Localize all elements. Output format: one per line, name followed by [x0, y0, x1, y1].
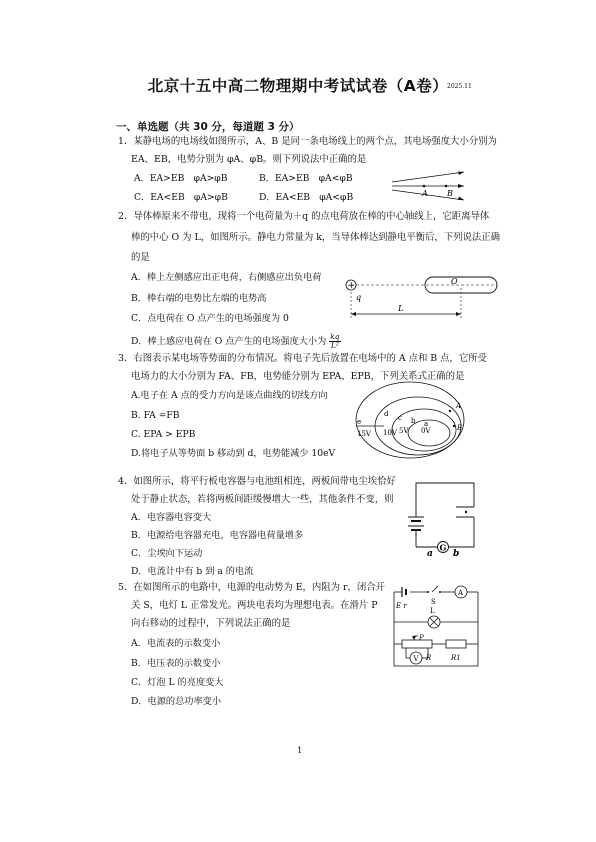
q2-fraction-denominator: L²: [330, 341, 339, 350]
q3-label-b: b: [411, 417, 416, 425]
q3-label-e: e: [357, 418, 362, 426]
q1-stem-line2: EA、EB，电势分别为 φA、φB。则下列说法中正确的是: [131, 154, 367, 165]
q4-capacitor-figure: [400, 477, 480, 561]
q1-option-a: A．EA>EB φA>φB: [134, 173, 228, 184]
q2-fraction-numerator: kq: [330, 332, 340, 341]
q3-option-a: A.电子在 A 点的受力方向是该点曲线的切线方向: [131, 390, 328, 401]
q1-label-b: B: [447, 189, 453, 198]
q3-label-pt-b: B: [457, 424, 463, 432]
q2-option-c: C．点电荷在 O 点产生的电场强度为 0: [131, 313, 289, 324]
q2-option-d: [131, 333, 341, 350]
q5-option-a: A．电流表的示数变小: [131, 638, 221, 649]
q2-option-d-text: D．棒上感应电荷在 O 点产生的电场强度大小为: [131, 336, 327, 347]
q1-option-c: C．EA<EB φA>φB: [134, 192, 228, 203]
q4-option-b: B．电源给电容器充电，电容器电荷量增多: [131, 530, 304, 541]
q1-option-b: B．EA>EB φA<φB: [259, 173, 353, 184]
q2-plus-sign: +: [347, 281, 356, 291]
q3-equipotential-figure: [354, 378, 474, 460]
q3-stem-line1: 3．右图表示某电场等势面的分布情况。将电子先后放置在电场中的 A 点和 B 点，它所受: [118, 353, 488, 364]
q4-option-d: D．电流计中有 b 到 a 的电流: [131, 566, 254, 577]
q4-stem-line1: 4．如图所示，将平行板电容器与电池组相连，两板间带电尘埃恰好: [118, 476, 396, 487]
q5-ammeter-label: A: [458, 589, 464, 597]
q1-option-d: D．EA<EB φA<φB: [259, 192, 354, 203]
q2-rod-figure: [340, 272, 510, 322]
q3-label-c: c: [398, 414, 402, 422]
q5-slider-label: P: [419, 634, 424, 642]
page-title: 北京十五中高二物理期中考试试卷（A卷）: [147, 77, 449, 95]
q4-option-a: A．电容器电容变大: [131, 512, 212, 523]
exam-date: 2025.11: [447, 83, 472, 90]
q3-option-b: B. FA =FB: [131, 410, 180, 421]
q3-label-pt-a: A: [456, 402, 462, 410]
q5-stem-line1: 5．在如图所示的电路中，电源的电动势为 E，内阻为 r，闭合开: [118, 582, 386, 593]
q2-option-b: B．棒右端的电势比左端的电势高: [131, 293, 267, 304]
q2-option-a: A．棒上左侧感应出正电荷，右侧感应出负电荷: [131, 272, 322, 283]
q3-label-10v: 10V: [383, 429, 397, 437]
q5-lamp-label: L: [430, 607, 435, 615]
q3-option-c: C. EPA > EPB: [131, 429, 196, 440]
q3-label-d: d: [384, 410, 389, 418]
q2-stem-line1: 2．导体棒原来不带电，现将一个电荷量为＋q 的点电荷放在棒的中心轴线上，它距离导体: [118, 211, 490, 222]
q4-stem-line2: 处于静止状态，若将两板间距缓慢增大一些，其他条件不变，则: [131, 494, 394, 505]
q3-label-15v: 15V: [357, 430, 371, 438]
q2-label-l: L: [398, 304, 404, 314]
q4-label-b: b: [453, 549, 460, 559]
q3-stem-line2: 电场力的大小分别为 FA、FB，电势能分别为 EPA、EPB，下列关系式正确的是: [131, 371, 465, 382]
q3-label-a: a: [424, 420, 429, 428]
q4-galvanometer-label: G: [439, 542, 447, 553]
q4-label-a: a: [427, 549, 433, 559]
page-number: 1: [297, 746, 303, 756]
q5-switch-label: S: [431, 598, 436, 606]
q2-stem-line2: 棒的中心 O 为 L，如图所示。静电力常量为 k，当导体棒达到静电平衡后，下列说法正确: [131, 232, 501, 243]
q5-circuit-figure: [388, 578, 488, 678]
q5-rheostat-label: R: [426, 654, 432, 662]
section-title: 一、单选题（共 30 分，每道题 3 分）: [116, 121, 300, 133]
q2-label-o: O: [451, 277, 458, 286]
q5-source-label: E r: [396, 602, 407, 610]
q2-stem-line3: 的是: [131, 252, 150, 263]
q3-label-0v: 0V: [421, 427, 431, 435]
q5-option-d: D．电源的总功率变小: [131, 696, 222, 707]
q1-stem-line1: 1．某静电场的电场线如图所示，A、B 是同一条电场线上的两个点，其电场强度大小分别为: [118, 136, 497, 147]
q5-stem-line3: 向右移动的过程中，下列说法正确的是: [131, 618, 291, 629]
q5-stem-line2: 关 S，电灯 L 正常发光。两块电表均为理想电表。在滑片 P: [131, 600, 378, 611]
q5-r1-label: R1: [451, 654, 461, 662]
q2-label-q: q: [356, 293, 362, 302]
q3-option-d: D.将电子从等势面 b 移动到 d，电势能减少 10eV: [131, 448, 336, 459]
q1-field-lines-figure: [388, 168, 468, 204]
q3-label-5v: 5V: [399, 427, 409, 435]
q5-option-c: C．灯泡 L 的亮度变大: [131, 677, 224, 688]
q2-fraction: [329, 333, 340, 350]
q5-option-b: B．电压表的示数变小: [131, 658, 221, 669]
q5-voltmeter-label: V: [413, 655, 419, 663]
q4-option-c: C．尘埃向下运动: [131, 548, 203, 559]
q1-label-a: A: [422, 189, 428, 198]
